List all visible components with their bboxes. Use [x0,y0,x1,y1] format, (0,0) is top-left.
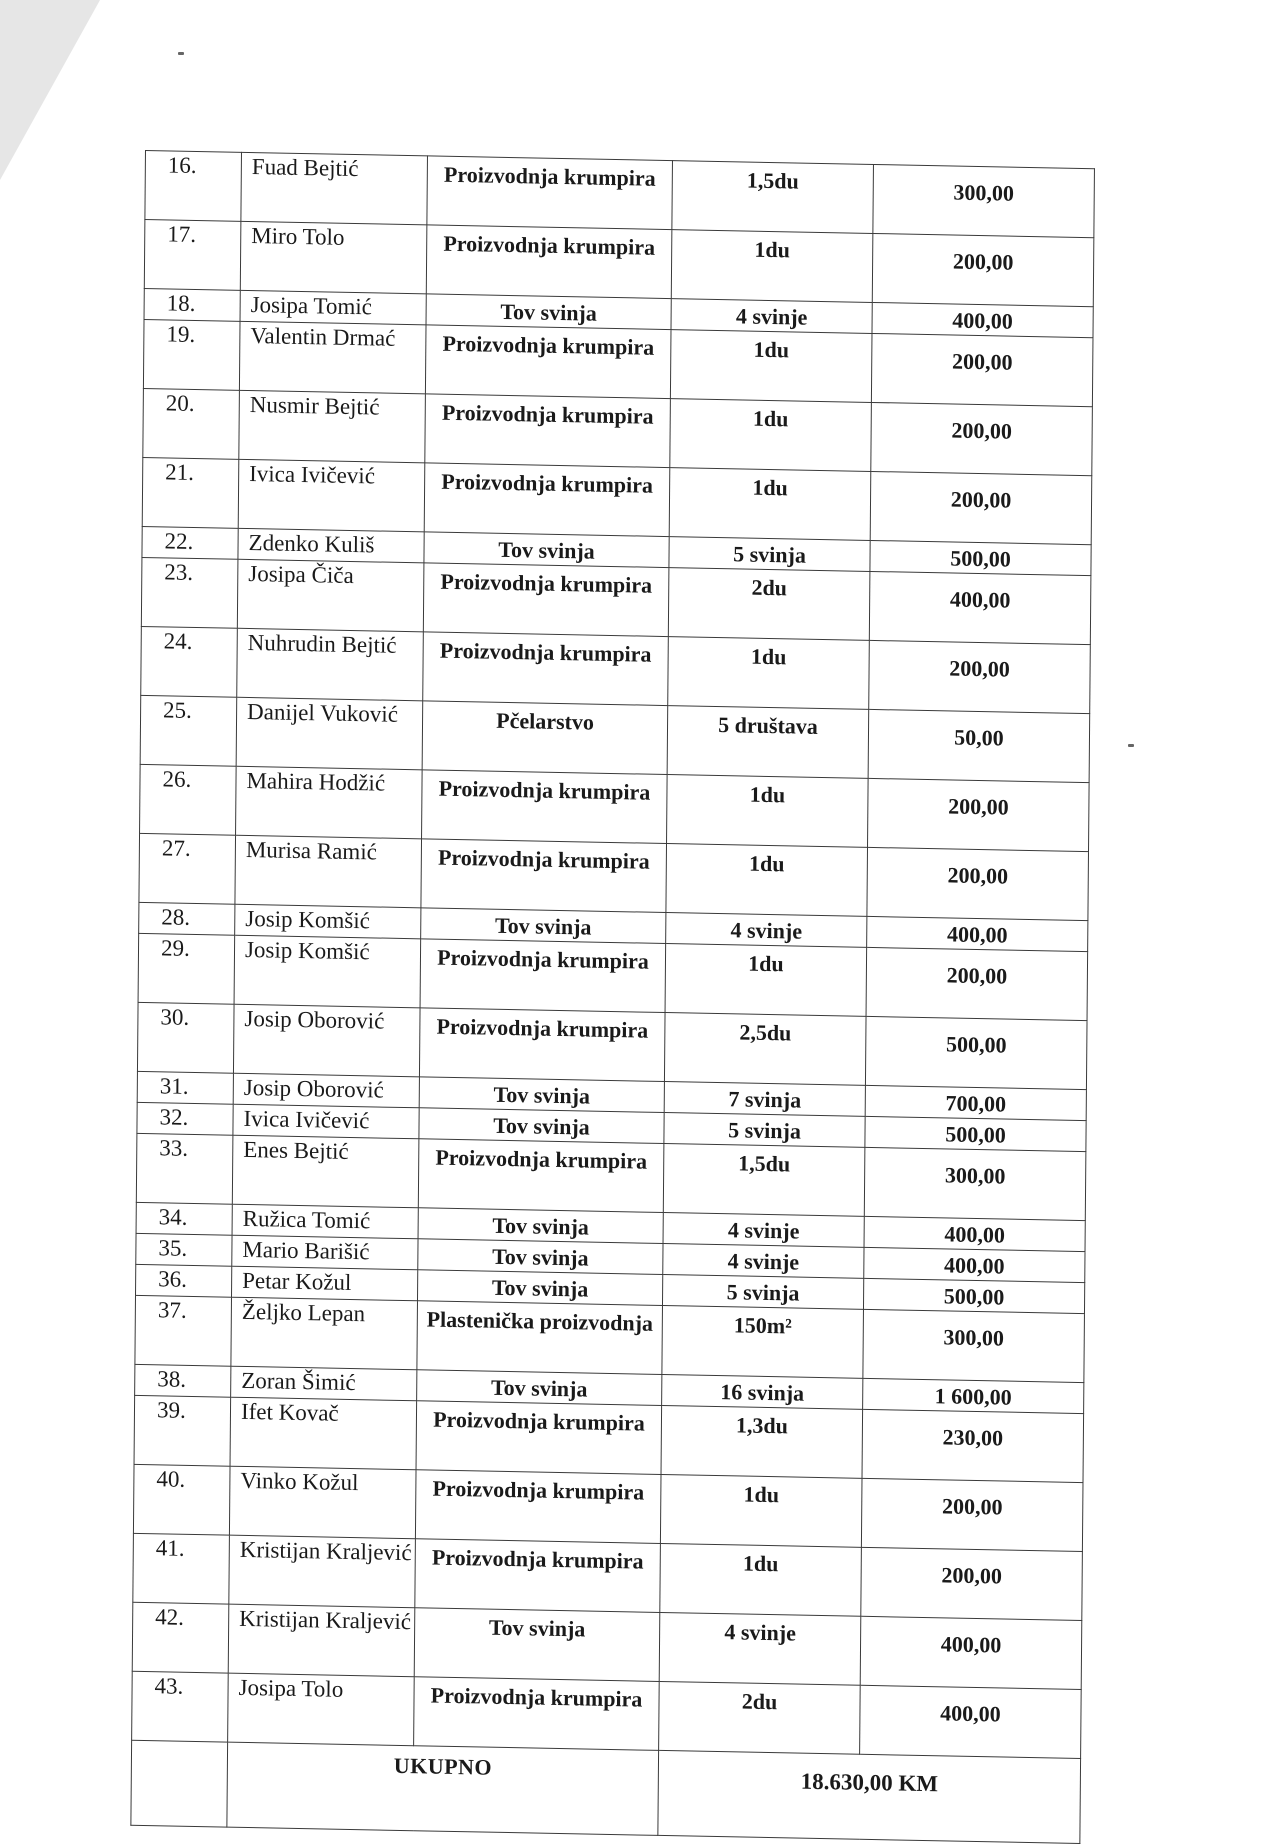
row-number: 21. [142,457,239,528]
quantity: 4 svinje [659,1612,861,1685]
beneficiary-name: Josip Oborović [233,1073,419,1108]
amount: 300,00 [864,1147,1086,1220]
quantity: 2,5du [664,1013,866,1086]
amount: 50,00 [868,709,1090,782]
activity: Tov svinja [417,1370,662,1406]
beneficiary-name: Murisa Ramić [235,835,422,908]
row-number: 39. [134,1395,231,1466]
amount: 1 600,00 [863,1378,1084,1413]
row-number: 34. [136,1202,232,1235]
row-number: 31. [137,1071,233,1104]
beneficiary-name: Ružica Tomić [232,1204,418,1239]
amount: 200,00 [872,233,1094,306]
quantity: 1du [667,775,869,848]
beneficiary-name: Ivica Ivičević [238,459,425,532]
beneficiary-name: Nusmir Bejtić [239,390,426,463]
activity: Proizvodnja krumpira [414,1677,660,1751]
quantity: 1du [668,637,870,710]
quantity: 1,5du [672,161,874,234]
quantity: 1du [666,844,868,917]
row-number: 26. [140,764,237,835]
beneficiary-name: Josip Komšić [235,904,421,939]
activity: Proizvodnja krumpira [424,463,670,537]
beneficiary-name: Josip Komšić [234,935,421,1008]
activity: Proizvodnja krumpira [418,1139,664,1213]
beneficiary-name: Zoran Šimić [231,1366,417,1401]
activity: Proizvodnja krumpira [423,563,669,637]
activity: Proizvodnja krumpira [425,394,671,468]
row-number: 38. [135,1364,231,1397]
activity: Tov svinja [419,1077,664,1113]
quantity: 150m² [662,1305,864,1378]
total-label: UKUPNO [227,1742,659,1835]
activity: Proizvodnja krumpira [422,770,668,844]
amount: 300,00 [863,1309,1085,1382]
beneficiary-name: Miro Tolo [240,221,427,294]
table-body [132,151,1095,1759]
amount: 300,00 [873,164,1095,237]
document-table-wrapper [130,150,1095,1844]
amount: 200,00 [871,333,1093,406]
amount: 400,00 [864,1247,1085,1282]
row-number: 28. [139,902,235,935]
total-value: 18.630,00 KM [658,1750,1081,1843]
activity: Proizvodnja krumpira [420,939,666,1013]
beneficiary-name: Zdenko Kuliš [238,528,424,563]
amount: 400,00 [864,1216,1085,1251]
amount: 200,00 [861,1478,1083,1551]
amount: 400,00 [872,302,1093,337]
amount: 400,00 [869,571,1091,644]
amount: 200,00 [870,471,1092,544]
row-number: 41. [133,1533,230,1604]
beneficiary-name: Josip Oborović [233,1004,420,1077]
quantity: 1,5du [663,1143,865,1216]
row-number: 20. [143,388,240,459]
scan-shadow-corner [0,0,110,200]
amount: 500,00 [865,1016,1087,1089]
beneficiary-name: Kristijan Kraljević [229,1535,416,1608]
table-footer [131,1740,1081,1843]
amount: 200,00 [869,640,1091,713]
row-number: 23. [141,557,238,628]
activity: Tov svinja [417,1270,662,1306]
amount: 230,00 [862,1409,1084,1482]
activity: Proizvodnja krumpira [427,156,673,230]
beneficiary-name: Kristijan Kraljević [228,1604,415,1677]
row-number: 30. [137,1002,234,1073]
amount: 400,00 [860,1685,1082,1758]
quantity: 1du [669,468,871,541]
row-number: 25. [140,695,237,766]
quantity: 5 svinja [664,1113,865,1148]
activity: Tov svinja [419,1108,664,1144]
activity: Proizvodnja krumpira [415,1539,661,1613]
activity: Proizvodnja krumpira [423,632,669,706]
activity: Proizvodnja krumpira [415,1470,661,1544]
row-number: 27. [139,833,236,904]
quantity: 5 svinja [669,537,870,572]
amount: 200,00 [866,947,1088,1020]
beneficiary-name: Vinko Kožul [229,1466,416,1539]
activity: Proizvodnja krumpira [419,1008,665,1082]
amount: 500,00 [865,1116,1086,1151]
row-number: 16. [145,151,242,222]
total-row [131,1740,1081,1843]
quantity: 7 svinja [664,1082,865,1117]
activity: Tov svinja [418,1208,663,1244]
beneficiary-name: Mario Barišić [232,1235,418,1270]
amount: 400,00 [867,916,1088,951]
beneficiary-name: Nuhrudin Bejtić [237,628,424,701]
beneficiary-name: Valentin Drmać [239,321,426,394]
quantity: 1du [670,330,872,403]
row-number: 24. [141,626,238,697]
row-number: 19. [143,319,240,390]
quantity: 1,3du [661,1405,863,1478]
beneficiary-name: Josipa Tolo [228,1673,415,1746]
beneficiary-name: Željko Lepan [231,1297,418,1370]
row-number: 18. [144,288,240,321]
row-number: 40. [133,1464,230,1535]
quantity: 4 svinje [663,1212,864,1247]
activity: Tov svinja [426,294,671,330]
row-number: 29. [138,933,235,1004]
amount: 200,00 [861,1547,1083,1620]
activity: Tov svinja [418,1239,663,1275]
beneficiary-name: Enes Bejtić [232,1135,419,1208]
quantity: 1du [665,944,867,1017]
quantity: 4 svinje [671,299,872,334]
scan-speck [178,52,184,55]
activity: Proizvodnja krumpira [426,225,672,299]
row-number: 36. [136,1264,232,1297]
amount: 400,00 [860,1616,1082,1689]
quantity: 2du [668,568,870,641]
activity: Pčelarstvo [422,701,668,775]
subsidy-table [130,150,1095,1844]
scan-speck [1128,744,1134,747]
amount: 500,00 [870,540,1091,575]
quantity: 2du [659,1681,861,1754]
beneficiary-name: Fuad Bejtić [241,152,428,225]
total-empty-cell [131,1740,228,1827]
activity: Proizvodnja krumpira [425,325,671,399]
activity: Tov svinja [424,532,669,568]
row-number: 33. [136,1133,233,1204]
row-number: 22. [142,526,238,559]
amount: 200,00 [871,402,1093,475]
amount: 200,00 [868,778,1090,851]
quantity: 5 svinja [662,1274,863,1309]
quantity: 1du [671,230,873,303]
beneficiary-name: Ivica Ivičević [233,1104,419,1139]
quantity: 1du [660,1474,862,1547]
beneficiary-name: Josipa Čiča [237,559,424,632]
activity: Tov svinja [414,1608,660,1682]
row-number: 35. [136,1233,232,1266]
row-number: 37. [135,1295,232,1366]
activity: Proizvodnja krumpira [416,1401,662,1475]
row-number: 32. [137,1102,233,1135]
quantity: 1du [670,399,872,472]
beneficiary-name: Ifet Kovač [230,1397,417,1470]
row-number: 17. [144,220,241,291]
beneficiary-name: Mahira Hodžić [236,766,423,839]
amount: 200,00 [867,847,1089,920]
amount: 700,00 [865,1085,1086,1120]
amount: 500,00 [863,1278,1084,1313]
beneficiary-name: Petar Kožul [232,1266,418,1301]
quantity: 4 svinje [663,1243,864,1278]
quantity: 4 svinje [666,913,867,948]
quantity: 5 društava [667,706,869,779]
activity: Plastenička proizvodnja [417,1301,663,1375]
beneficiary-name: Danijel Vuković [236,697,423,770]
row-number: 42. [132,1602,229,1673]
quantity: 1du [660,1543,862,1616]
quantity: 16 svinja [662,1374,863,1409]
activity: Proizvodnja krumpira [421,839,667,913]
row-number: 43. [132,1671,229,1742]
activity: Tov svinja [421,908,666,944]
beneficiary-name: Josipa Tomić [240,290,426,325]
